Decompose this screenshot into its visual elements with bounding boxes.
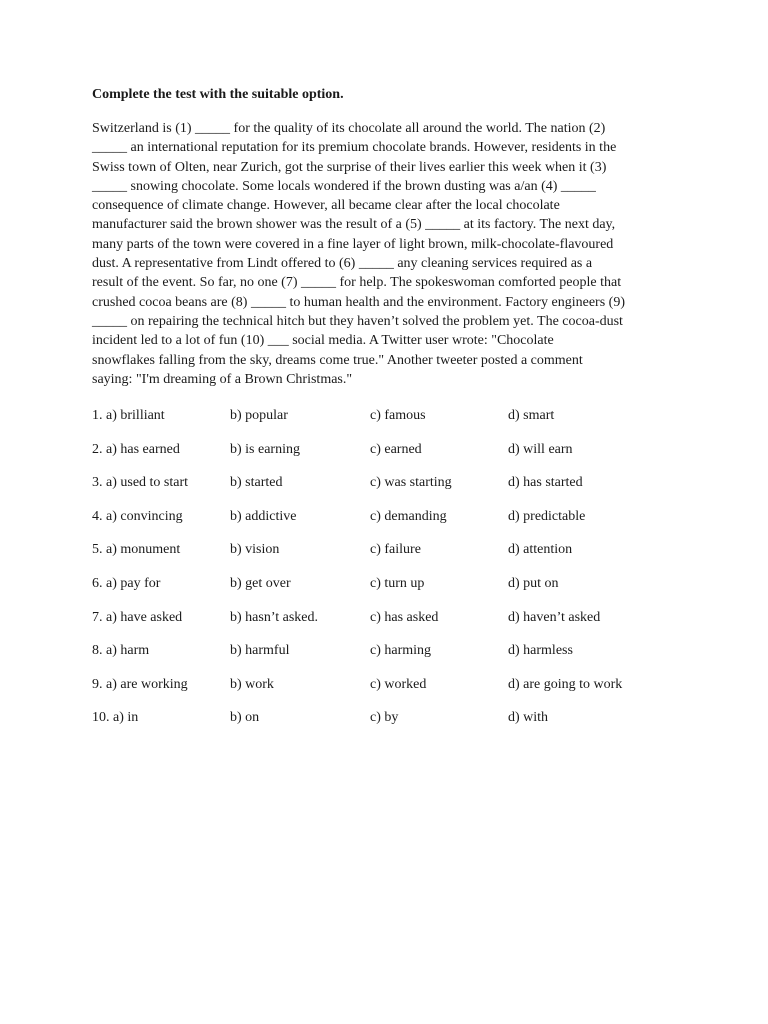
option-a: 1. a) brilliant <box>92 408 165 423</box>
option-a: 2. a) has earned <box>92 441 180 457</box>
question-row-9 <box>92 675 692 709</box>
option-c: c) failure <box>370 542 421 558</box>
option-d: d) attention <box>508 542 573 558</box>
passage-line: incident led to a lot of fun (10) ___ social media. A Twitter user wrote: "Chocolate <box>92 333 554 349</box>
option-a: 8. a) harm <box>92 643 150 659</box>
passage-line: many parts of the town were covered in a fine layer of light brown, milk-chocolate-flavoured <box>92 236 614 252</box>
question-row-5 <box>92 540 692 574</box>
option-b: b) harmful <box>230 643 290 659</box>
option-a: 5. a) monument <box>92 542 181 558</box>
option-d: d) predictable <box>508 508 586 524</box>
option-c: c) earned <box>370 441 422 457</box>
option-d: d) will earn <box>508 441 573 457</box>
option-b: b) on <box>230 710 260 726</box>
passage-line: crushed cocoa beans are (8) _____ to human health and the environment. Factory engineers (9) <box>92 294 625 310</box>
option-a: 6. a) pay for <box>92 575 161 591</box>
passage-line: _____ an international reputation for its premium chocolate brands. However, residents in the <box>92 140 617 156</box>
passage-line: result of the event. So far, no one (7) _____ for help. The spokeswoman comforted people that <box>92 275 622 291</box>
question-row-7 <box>92 608 692 642</box>
passage-line: manufacturer said the brown shower was the result of a (5) _____ at its factory. The next day, <box>92 217 616 233</box>
option-d: d) with <box>508 710 549 726</box>
option-c: c) was starting <box>370 475 452 491</box>
option-a: 10. a) in <box>92 710 139 726</box>
option-a: 3. a) used to start <box>92 475 189 491</box>
option-d: d) harmless <box>508 643 573 659</box>
option-a: 7. a) have asked <box>92 609 183 625</box>
question-row-3 <box>92 473 692 507</box>
passage-line: snowflakes falling from the sky, dreams come true." Another tweeter posted a comment <box>92 352 583 368</box>
instruction-heading: Complete the test with the suitable option. <box>92 87 344 102</box>
option-d: d) smart <box>508 408 555 423</box>
passage-line: dust. A representative from Lindt offered to (6) _____ any cleaning services required as a <box>92 256 593 272</box>
option-b: b) addictive <box>230 508 297 524</box>
option-b: b) is earning <box>230 441 300 457</box>
option-c: c) famous <box>370 408 426 423</box>
option-b: b) popular <box>230 408 288 423</box>
option-c: c) demanding <box>370 508 447 524</box>
question-row-2 <box>92 440 692 474</box>
passage-line: consequence of climate change. However, all became clear after the local chocolate <box>92 198 560 214</box>
question-row-6 <box>92 574 692 608</box>
option-b: b) work <box>230 676 274 692</box>
option-b: b) get over <box>230 575 291 591</box>
passage-line: Swiss town of Olten, near Zurich, got the surprise of their lives earlier this week when it (3) <box>92 159 607 175</box>
passage-line: _____ on repairing the technical hitch but they haven’t solved the problem yet. The cocoa-dust <box>92 313 623 329</box>
question-row-10 <box>92 708 692 742</box>
passage-line: _____ snowing chocolate. Some locals wondered if the brown dusting was a/an (4) _____ <box>92 178 596 194</box>
option-b: b) vision <box>230 542 280 558</box>
question-row-1 <box>92 406 692 440</box>
passage-line: saying: "I'm dreaming of a Brown Christmas." <box>92 371 353 387</box>
option-c: c) has asked <box>370 609 439 625</box>
option-c: c) by <box>370 710 399 726</box>
option-b: b) hasn’t asked. <box>230 609 318 625</box>
question-row-4 <box>92 507 692 541</box>
option-d: d) has started <box>508 475 583 491</box>
option-a: 9. a) are working <box>92 676 188 692</box>
answer-options <box>92 406 692 742</box>
option-b: b) started <box>230 475 283 491</box>
option-d: d) put on <box>508 575 559 591</box>
reading-passage <box>92 119 682 389</box>
option-c: c) worked <box>370 676 427 692</box>
passage-line: Switzerland is (1) _____ for the quality of its chocolate all around the world. The nation (2) <box>92 121 606 136</box>
question-row-8 <box>92 641 692 675</box>
option-c: c) harming <box>370 643 432 659</box>
option-d: d) are going to work <box>508 676 623 692</box>
option-a: 4. a) convincing <box>92 508 183 524</box>
option-d: d) haven’t asked <box>508 609 601 625</box>
option-c: c) turn up <box>370 575 425 591</box>
